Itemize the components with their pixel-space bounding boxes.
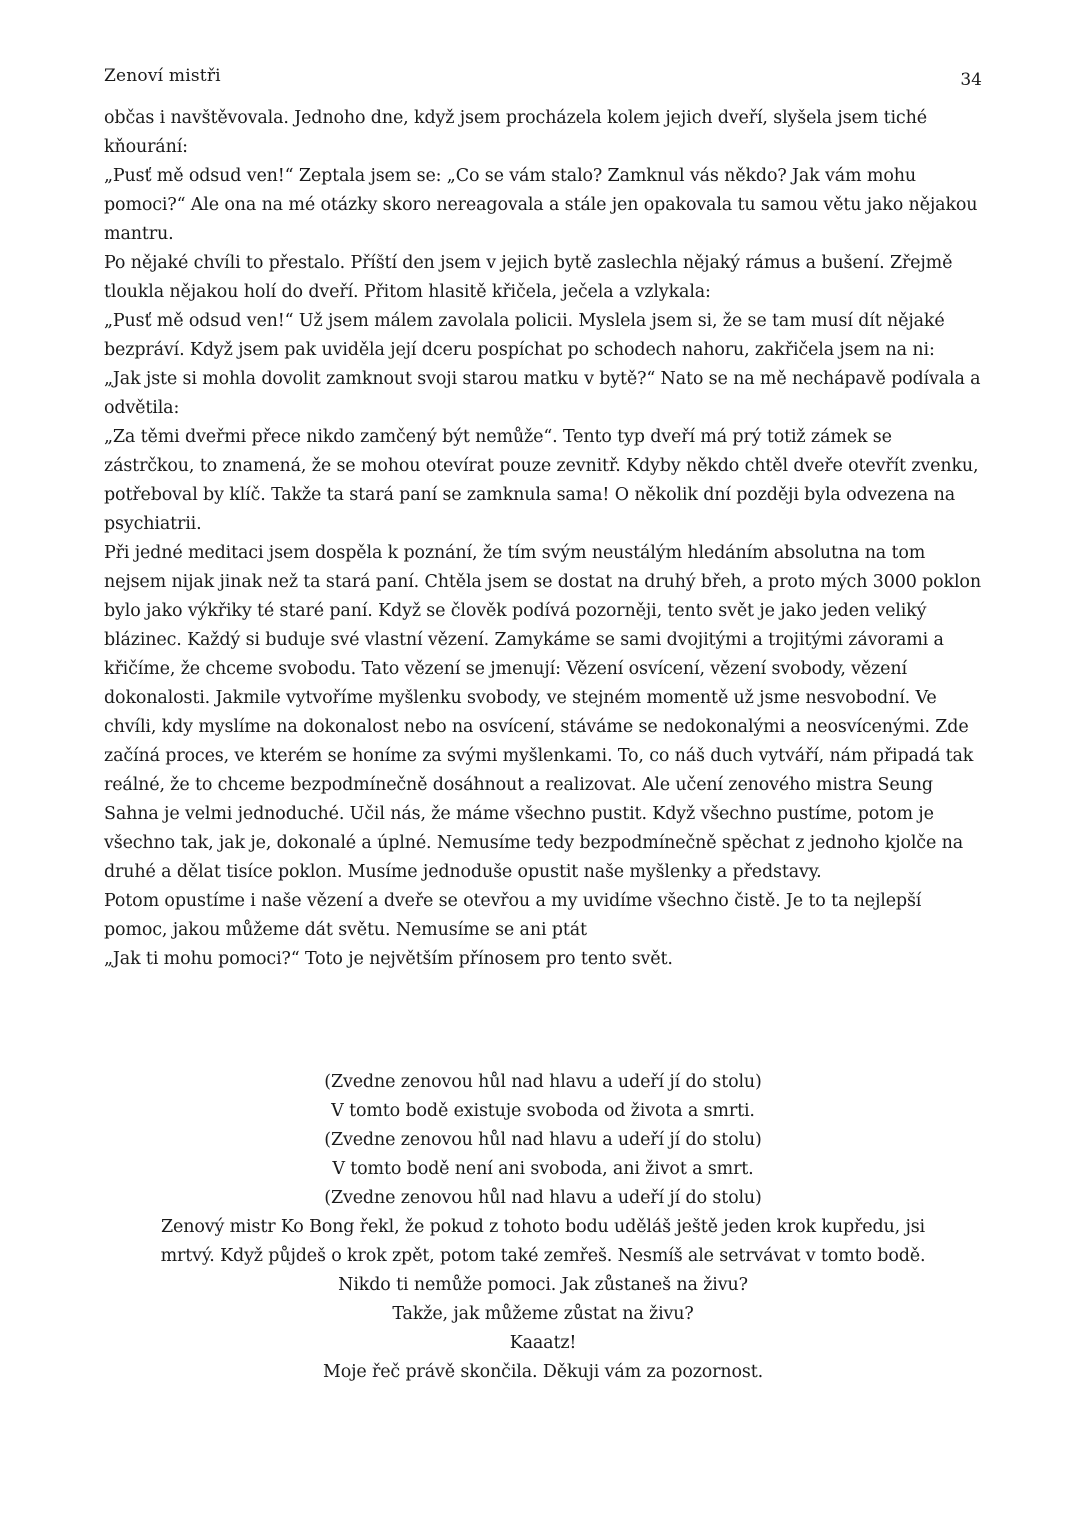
- closing-line: Takže, jak můžeme zůstat na živu?: [392, 1304, 694, 1324]
- page-number: 34: [960, 70, 982, 90]
- paragraph: „Za těmi dveřmi přece nikdo zamčený být nemůže“. Tento typ dveří má prý totiž zámek se zástrčkou, to znamená, že se mohou otevírat pouze zevnitř. Kdyby někdo chtěl dveře otevřít zvenku, potřeboval by klíč. Takže ta stará paní se zamknula sama! O několik dní později byla odvezena na: [104, 427, 979, 505]
- closing-line: (Zvedne zenovou hůl nad hlavu a udeří jí do stolu): [324, 1130, 762, 1150]
- body-text: [104, 104, 982, 974]
- closing-line: (Zvedne zenovou hůl nad hlavu a udeří jí do stolu): [324, 1072, 762, 1092]
- paragraph: „Pusť mě odsud ven!“ Zeptala jsem se: „Co se vám stalo? Zamknul vás někdo? Jak vám mohu pomoci?“ Ale ona na mé otázky skoro nereagovala a stále jen opakovala tu samou větu jako nějakou mantru.: [104, 166, 978, 244]
- paragraph: Při jedné meditaci jsem dospěla k poznání, že tím svým neustálým hledáním absolutna na tom nejsem nijak jinak než ta stará paní. Chtěla jsem se dostat na druhý břeh, a proto mých 3000 poklon bylo jako výkřiky té staré paní. Když se člověk podívá pozorněji, tento svět je jako jeden veliký blázinec. Každý si buduje své vlastní vězení. Zamykáme se sami dvojitými a trojitými závorami a křičíme, že chceme svobodu. Tato vězení se jmenují: Vězení osvícení, vězení svobody, vězení dokonalosti. Jakmile vytvoříme myšlenku svobody, ve stejném momentě už jsme nesvobodní. Ve chvíli, kdy myslíme na dokonalost nebo na osvícení, stáváme se nedokonalými a neosvícenými. Zde začíná proces, ve kterém se honíme za svými myšlenkami. To, co náš duch vytváří, nám připadá tak reálné, že to chceme bezpodmínečně dosáhnout a realizovat. Ale učení zenového mistra Seung Sahna je velmi jednoduché. Učil nás, že máme všechno pustit. Když všechno pustíme, potom je všechno tak, jak je, dokonalé a úplné. Nemusíme tedy bezpodmínečně spěchat z jednoho kjolče na druhé a dělat tisíce poklon. Musíme jednoduše opustit naše myšlenky a představy.: [104, 543, 981, 882]
- closing-line: Zenový mistr Ko Bong řekl, že pokud z tohoto bodu uděláš ještě jeden krok kupředu, jsi mrtvý. Když půjdeš o krok zpět, potom také zemřeš. Nesmíš ale setrvávat v tomto bodě. Nikdo ti nemůže pomoci. Jak zůstaneš na živu?: [160, 1217, 926, 1295]
- closing-line: Kaaatz!: [509, 1333, 577, 1353]
- closing-line: (Zvedne zenovou hůl nad hlavu a udeří jí do stolu): [324, 1188, 762, 1208]
- paragraph: psychiatrii.: [104, 514, 202, 534]
- paragraph: „Jak jste si mohla dovolit zamknout svoji starou matku v bytě?“ Nato se na mě nechápavě podívala a odvětila:: [104, 369, 981, 418]
- running-title: Zenoví mistři: [104, 66, 221, 86]
- closing-verse: [160, 1068, 926, 1387]
- closing-line: Moje řeč právě skončila. Děkuji vám za pozornost.: [322, 1362, 764, 1382]
- paragraph: „Pusť mě odsud ven!“ Už jsem málem zavolala policii. Myslela jsem si, že se tam musí dít nějaké bezpráví. Když jsem pak uviděla její dceru pospíchat po schodech nahoru, zakřičela jsem na ni:: [104, 311, 945, 360]
- paragraph: Po nějaké chvíli to přestalo. Příští den jsem v jejich bytě zaslechla nějaký rámus a bušení. Zřejmě tloukla nějakou holí do dveří. Přitom hlasitě křičela, ječela a vzlykala:: [104, 253, 953, 302]
- paragraph: „Jak ti mohu pomoci?“ Toto je největším přínosem pro tento svět.: [104, 949, 673, 969]
- closing-line: V tomto bodě existuje svoboda od života a smrti.: [331, 1101, 755, 1121]
- paragraph: občas i navštěvovala. Jednoho dne, když jsem procházela kolem jejich dveří, slyšela jsem tiché kňourání:: [104, 108, 927, 157]
- closing-line: V tomto bodě není ani svoboda, ani život a smrt.: [332, 1159, 754, 1179]
- paragraph: Potom opustíme i naše vězení a dveře se otevřou a my uvidíme všechno čistě. Je to ta nejlepší pomoc, jakou můžeme dát světu. Nemusíme se ani ptát: [104, 891, 922, 940]
